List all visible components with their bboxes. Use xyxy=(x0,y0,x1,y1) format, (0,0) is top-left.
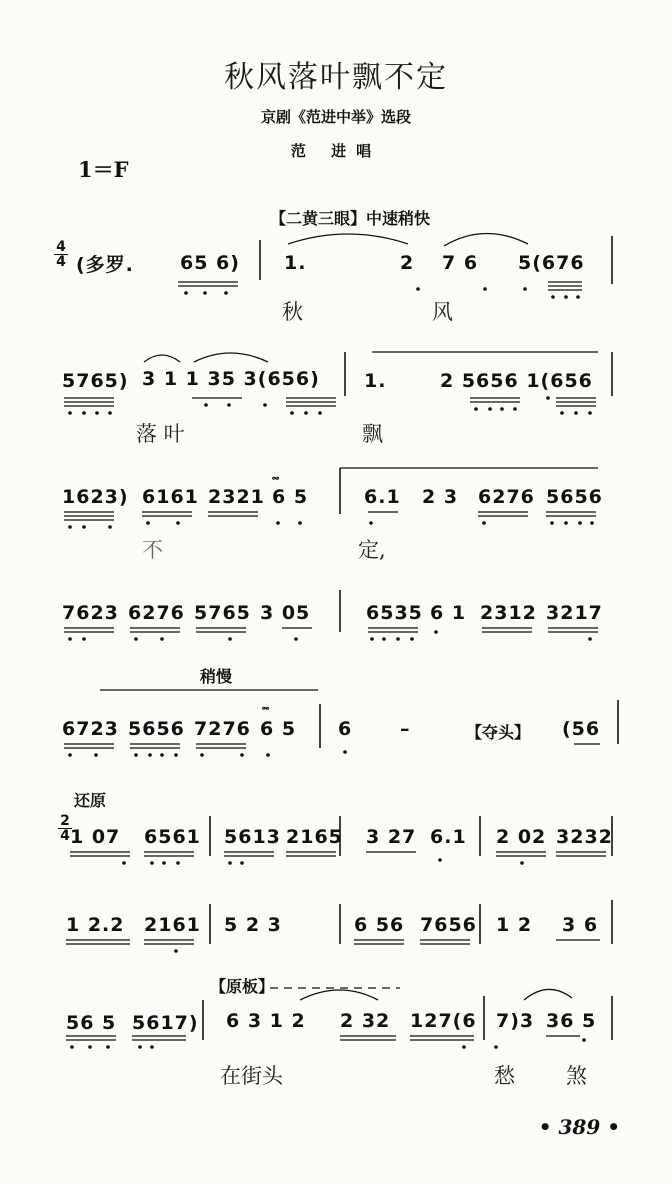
notation-segment: 2 xyxy=(400,252,415,274)
notation-segment: 5656 xyxy=(128,718,185,740)
notation-segment: 6723 xyxy=(62,718,119,740)
notation-segment: 6 56 xyxy=(354,914,405,936)
notation-segment: 1 07 xyxy=(70,826,121,848)
notation-segment: 1 2 xyxy=(496,914,533,936)
page-number: • 389 • xyxy=(538,1115,620,1139)
lyric: 风 xyxy=(432,300,453,324)
notation-segment: 7)3 xyxy=(496,1010,535,1032)
notation-segment: 6 xyxy=(338,718,353,740)
notation-segment: 3 27 xyxy=(366,826,417,848)
notation-segment: 1623) xyxy=(62,486,129,508)
notation-segment: (56 xyxy=(562,718,601,740)
notation-segment: 5765) xyxy=(62,370,129,392)
lyric: 在街头 xyxy=(220,1064,283,1088)
notation-segment: 3232 xyxy=(556,826,613,848)
notation-segment: 2 02 xyxy=(496,826,547,848)
notation-segment: 2 3 xyxy=(422,486,459,508)
notation-segment: 2161 xyxy=(144,914,201,936)
time-signature-4-4 xyxy=(54,240,68,269)
ts-bottom: 4 xyxy=(58,828,72,843)
lyric: 不 xyxy=(142,538,163,562)
notation-segment: 6 5 xyxy=(260,718,297,740)
key-signature: 1＝F xyxy=(78,157,129,182)
tempo-marking-yuanban: 【原板】 xyxy=(210,977,275,996)
notation-segment: 3 6 xyxy=(562,914,599,936)
interlude-marking: 【夺头】 xyxy=(466,723,531,742)
notation-segment: 3 1 1 35 3(656) xyxy=(142,368,320,390)
notation-segment: 2 5656 1(656 xyxy=(440,370,593,392)
notation-segment: 1. xyxy=(364,370,387,392)
notation-segment: 1. xyxy=(284,252,307,274)
notation-segment: 1 2.2 xyxy=(66,914,125,936)
ts-top: 2 xyxy=(60,813,70,829)
lyric: 飘 xyxy=(362,422,383,446)
notation-segment: – xyxy=(400,718,411,740)
lyric: 秋 xyxy=(282,300,303,324)
notation-segment: 6 5 xyxy=(272,486,309,508)
notation-segment: 6161 xyxy=(142,486,199,508)
notation-segment: 6276 xyxy=(128,602,185,624)
notation-segment: 7623 xyxy=(62,602,119,624)
tempo-marking-erhuang: 【二黄三眼】中速稍快 xyxy=(270,209,431,228)
lyric: 定, xyxy=(358,538,386,562)
lyric: 愁 xyxy=(494,1064,515,1088)
notation-segment: 3 05 xyxy=(260,602,311,624)
notation-segment: (多罗. xyxy=(76,254,134,276)
tempo-marking-restore: 还原 xyxy=(74,791,107,810)
notation-segment: 5 2 3 xyxy=(224,914,282,936)
notation-segment: 6.1 xyxy=(430,826,467,848)
notation-segment: 65 6) xyxy=(180,252,240,274)
notation-segment: 6535 xyxy=(366,602,423,624)
notation-segment: 5765 xyxy=(194,602,251,624)
ornament-mark: 𝆗 xyxy=(272,470,281,485)
notation-segment: 2321 xyxy=(208,486,265,508)
notation-segment: 5(676 xyxy=(518,252,585,274)
notation-segment: 7656 xyxy=(420,914,477,936)
song-title: 秋风落叶飘不定 xyxy=(224,60,448,95)
ornament-mark: 𝆗 xyxy=(262,700,271,715)
notation-segment: 7 6 xyxy=(442,252,479,274)
notation-segment: 7276 xyxy=(194,718,251,740)
notation-segment: 6.1 xyxy=(364,486,401,508)
notation-segment: 6561 xyxy=(144,826,201,848)
notation-segment: 6276 xyxy=(478,486,535,508)
notation-segment: 5617) xyxy=(132,1012,199,1034)
notation-segment: 56 5 xyxy=(66,1012,117,1034)
notation-segment: 6 1 xyxy=(430,602,467,624)
notation-segment: 2 32 xyxy=(340,1010,391,1032)
notation-segment: 127(6 xyxy=(410,1010,477,1032)
lyric: 落 叶 xyxy=(136,422,185,446)
notation-segment: 36 5 xyxy=(546,1010,597,1032)
opera-subtitle: 京剧《范进中举》选段 xyxy=(260,108,411,126)
notation-segment: 5656 xyxy=(546,486,603,508)
ts-top: 4 xyxy=(56,239,66,255)
performer-credit: 范 进唱 xyxy=(290,142,382,160)
ts-bottom: 4 xyxy=(54,254,68,269)
notation-segment: 2165 xyxy=(286,826,343,848)
notation-segment: 5613 xyxy=(224,826,281,848)
notation-segment: 2312 xyxy=(480,602,537,624)
lyric: 煞 xyxy=(566,1064,587,1088)
notation-segment: 6 3 1 2 xyxy=(226,1010,306,1032)
tempo-marking-slower: 稍慢 xyxy=(200,667,233,686)
notation-segment: 3217 xyxy=(546,602,603,624)
